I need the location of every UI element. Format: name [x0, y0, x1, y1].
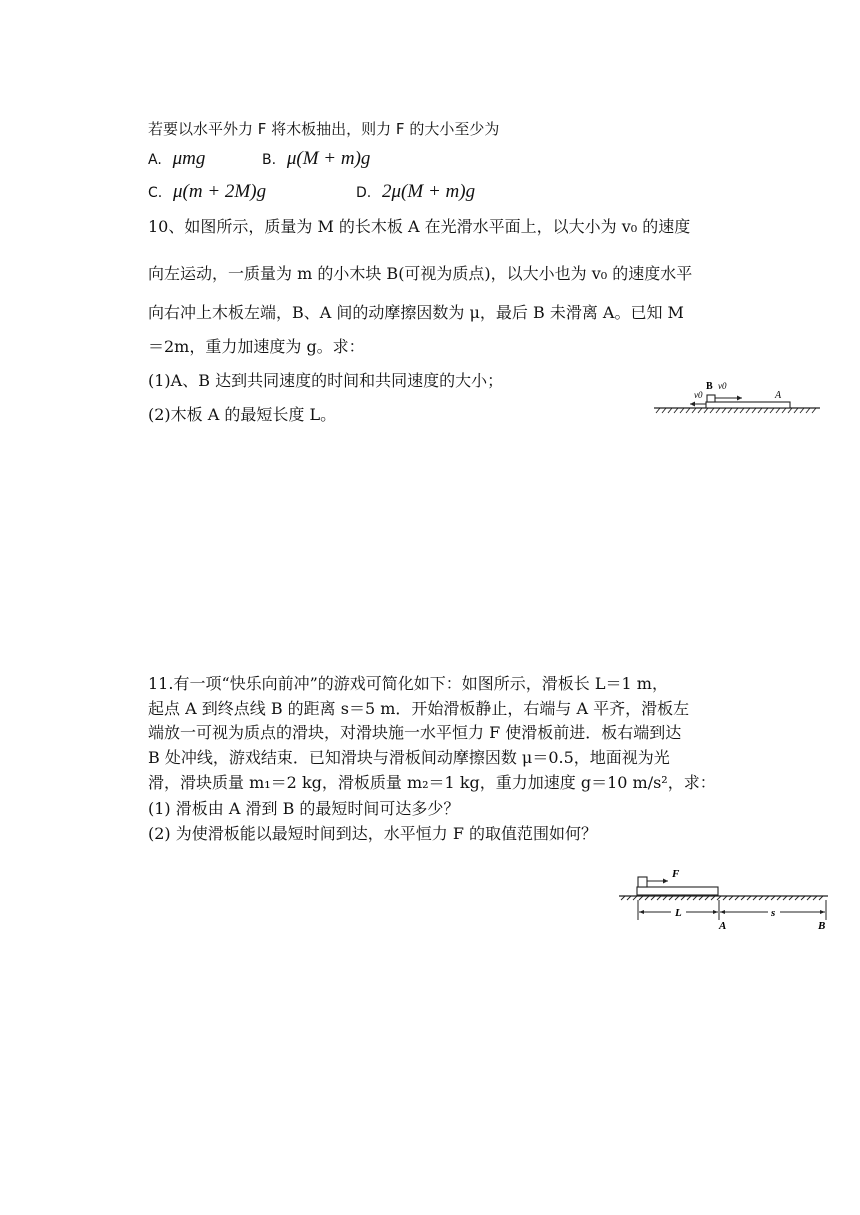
q9-stem: 若要以水平外力 F 将木板抽出，则力 F 的大小至少为	[148, 120, 500, 138]
q10-figure	[650, 376, 825, 421]
q11-line-7: (2) 为使滑板能以最短时间到达，水平恒力 F 的取值范围如何？	[148, 824, 598, 843]
q11-line-3: 端放一可视为质点的滑块，对滑块施一水平恒力 F 使滑板前进．板右端到达	[148, 723, 682, 742]
q10-line-6: (2)木板 A 的最短长度 L。	[148, 405, 337, 424]
q11-line-4: B 处冲线，游戏结束．已知滑块与滑板间动摩擦因数 μ＝0.5，地面视为光	[148, 748, 670, 767]
q11-figure	[615, 860, 833, 935]
option-label: C.	[148, 185, 163, 201]
q9-option-c	[148, 181, 266, 203]
q10-line-1: 10、如图所示，质量为 M 的长木板 A 在光滑水平面上，以大小为 v₀ 的速度	[148, 217, 691, 236]
ground-hatching	[619, 896, 828, 900]
q9-option-d	[356, 181, 475, 203]
q10-line-2: 向左运动，一质量为 m 的小木块 B(可视为质点)，以大小也为 v₀ 的速度水平	[148, 264, 693, 283]
q11-line-1: 11.有一项“快乐向前冲”的游戏可简化如下：如图所示，滑板长 L＝1 m，	[148, 674, 668, 693]
block-b	[707, 395, 715, 402]
option-label: A.	[148, 152, 162, 168]
label-v0-top: v0	[718, 381, 727, 391]
skateboard	[637, 887, 718, 895]
option-expression: μmg	[172, 148, 206, 169]
option-expression: 2μ(M + m)g	[382, 181, 476, 202]
board-a	[706, 402, 790, 408]
label-s: s	[771, 907, 776, 919]
q9-option-b	[262, 148, 370, 170]
q10-line-3: 向右冲上木板左端，B、A 间的动摩擦因数为 μ，最后 B 未滑离 A。已知 M	[148, 303, 684, 322]
q9-option-a	[148, 148, 205, 170]
q11-line-2: 起点 A 到终点线 B 的距离 s＝5 m．开始滑板静止，右端与 A 平齐，滑板左	[148, 699, 690, 718]
label-b: B	[818, 920, 826, 932]
slider-block	[638, 877, 647, 887]
q10-line-4: ＝2m，重力加速度为 g。求：	[148, 337, 365, 356]
label-v0-left: v0	[694, 390, 703, 400]
label-a: A	[775, 390, 782, 401]
arrow-head-left-icon	[690, 402, 695, 407]
option-label: D.	[356, 185, 372, 201]
label-b: B	[706, 381, 713, 392]
arrow-head-right-icon	[663, 879, 668, 884]
q10-line-5: (1)A、B 达到共同速度的时间和共同速度的大小；	[148, 371, 504, 390]
label-a: A	[719, 920, 727, 932]
option-expression: μ(M + m)g	[286, 148, 371, 169]
q11-line-6: (1) 滑板由 A 滑到 B 的最短时间可达多少？	[148, 799, 460, 818]
option-expression: μ(m + 2M)g	[173, 181, 267, 202]
q11-line-5: 滑，滑块质量 m₁＝2 kg，滑板质量 m₂＝1 kg，重力加速度 g＝10 m/s²，求：	[148, 773, 716, 792]
arrow-head-right-icon	[737, 396, 742, 401]
label-f: F	[672, 868, 680, 880]
option-label: B.	[262, 152, 277, 168]
ground-hatching	[654, 408, 820, 413]
label-l: L	[675, 907, 682, 919]
